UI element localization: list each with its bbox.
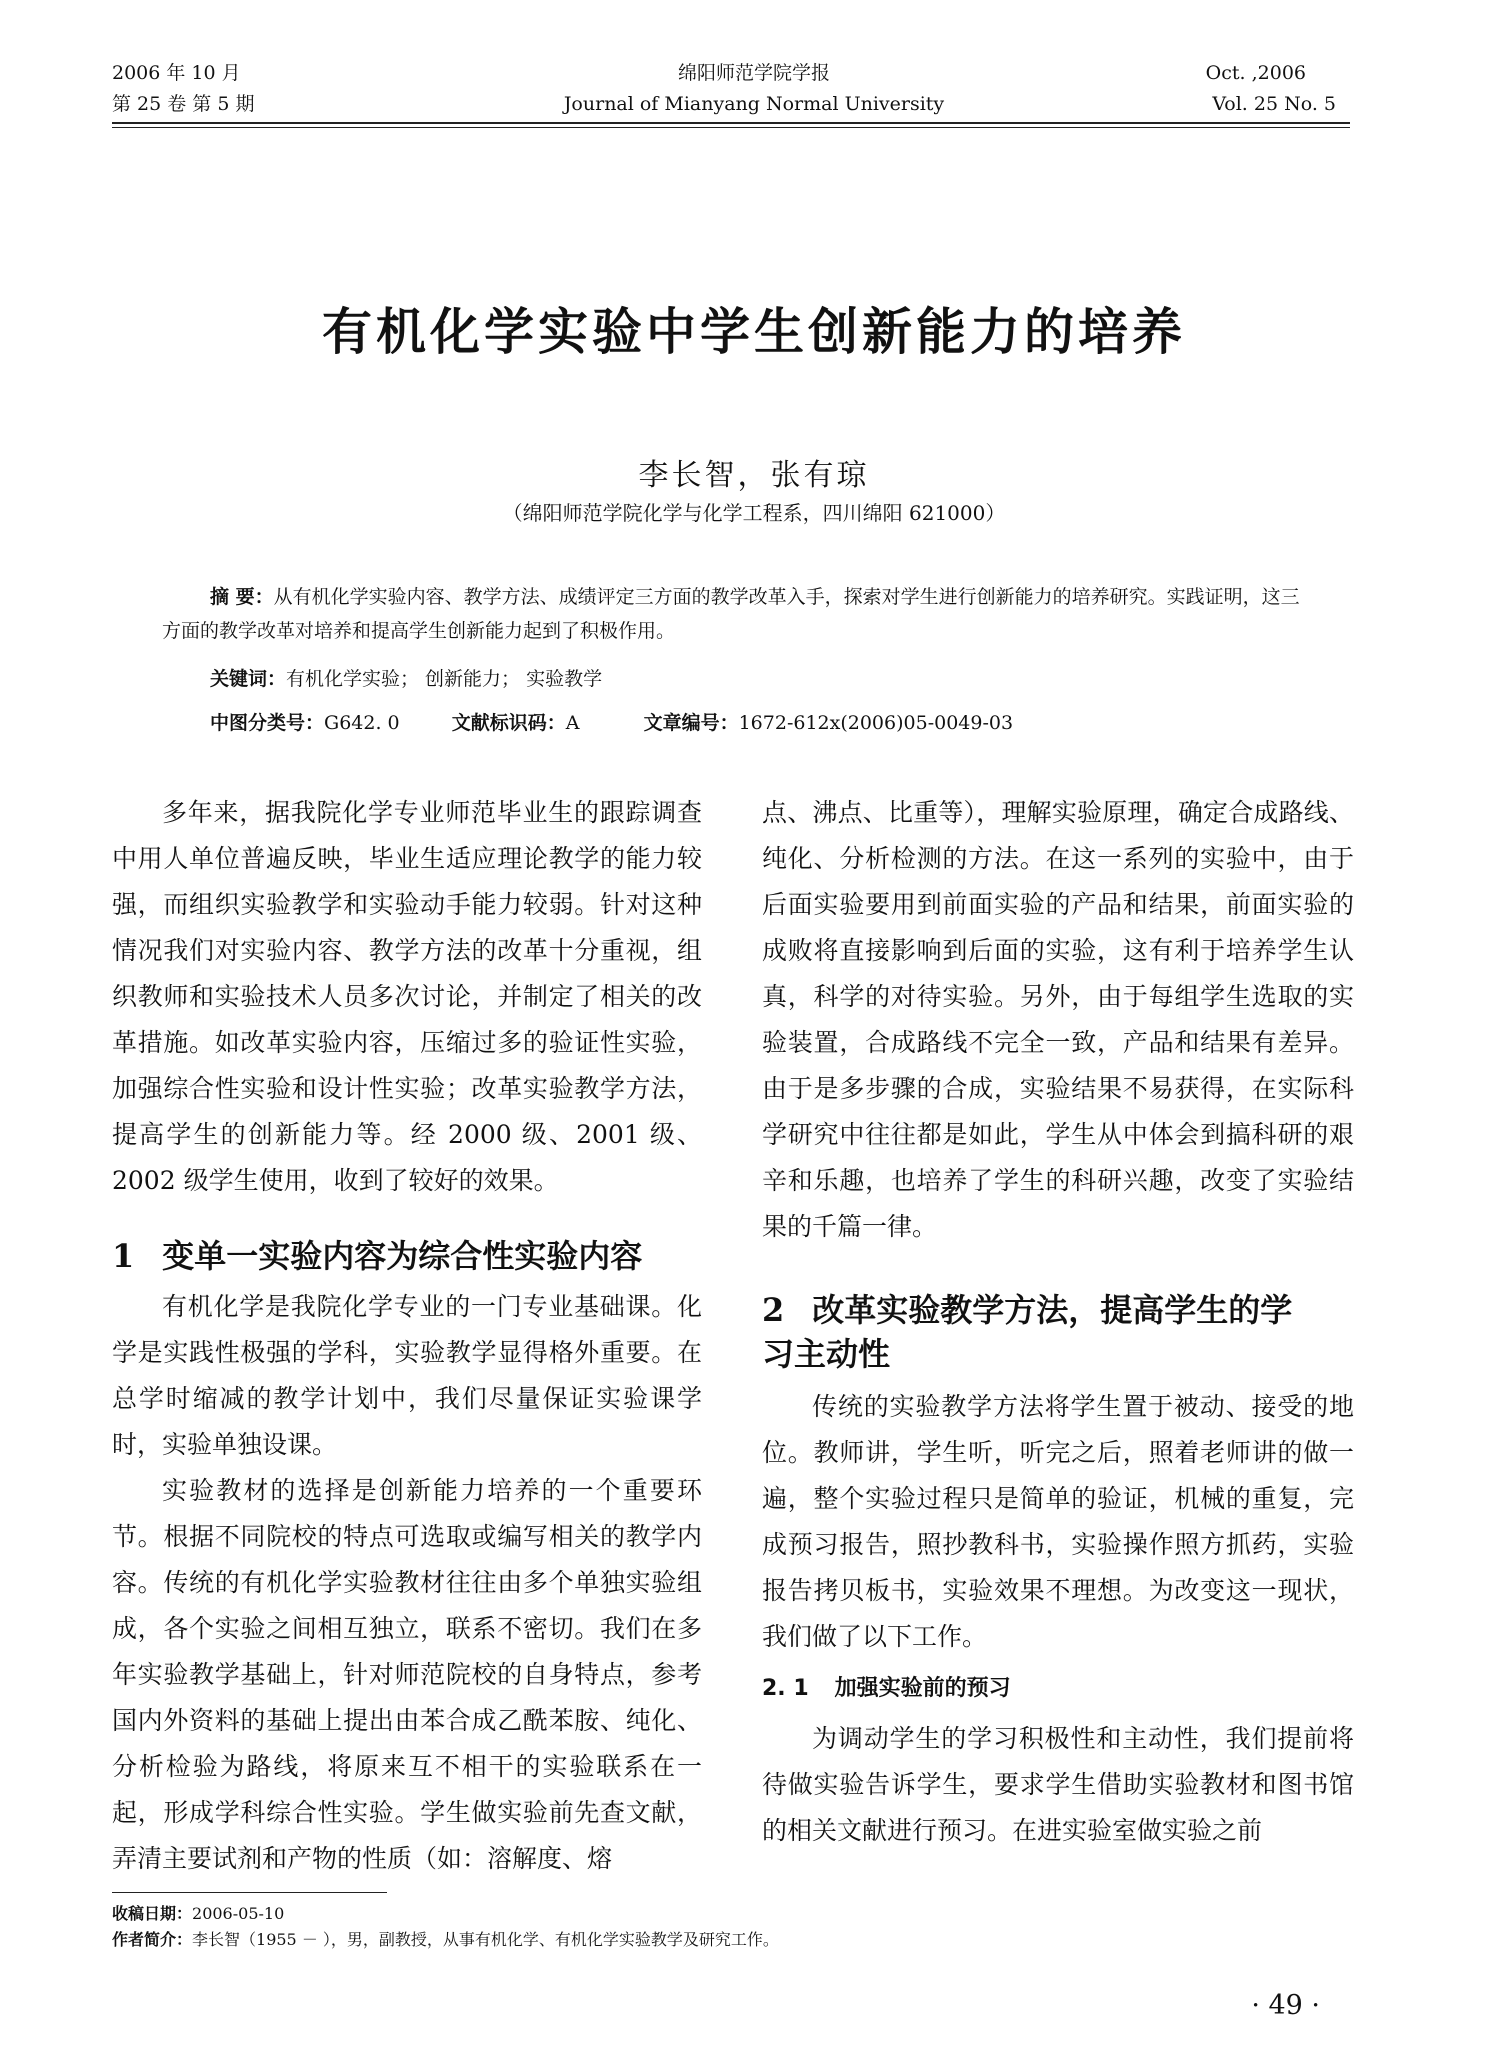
subsection-2-1-paragraph-1: 为调动学生的学习积极性和主动性，我们提前将待做实验告诉学生，要求学生借助实验教材和图书馆的相关文献进行预习。在进实验室做实验之前 [762,1724,1354,1845]
keywords-label: 关键词： [210,668,287,690]
page-number: · 49 · [1251,1990,1320,2021]
header-journal-cn: 绵阳师范学院学报 [677,62,830,84]
footnote-received [112,1901,284,1927]
header-date-cn: 2006 年 10 月 [112,62,241,84]
doc-code-label: 文献标识码： [451,712,566,734]
header-volume-cn: 第 25 卷 第 5 期 [112,93,255,115]
keywords-text: 有机化学实验； 创新能力； 实验教学 [286,668,603,690]
header-journal-en: Journal of Mianyang Normal University [563,93,945,115]
author-bio-label: 作者简介： [112,1930,193,1949]
section-1-number: 1 [112,1237,135,1275]
header-rule [112,122,1350,124]
subsection-2-1-heading [762,1666,1354,1712]
received-value: 2006-05-10 [192,1904,285,1923]
article-no-label: 文章编号： [643,712,739,734]
keywords [210,662,1310,696]
right-column [762,790,1354,1854]
section-1-title: 变单一实验内容为综合性实验内容 [162,1237,643,1275]
article-title: 有机化学实验中学生创新能力的培养 [322,303,1186,361]
section-2-heading [762,1288,1354,1376]
header-date-en: Oct. ,2006 [1205,62,1306,84]
article-authors: 李长智，张有琼 [638,458,870,493]
subsection-2-1-number: 2. 1 [762,1676,809,1701]
header-volume-en: Vol. 25 No. 5 [1212,93,1336,115]
section-2-title-line-2: 习主动性 [762,1335,891,1373]
footnote-rule [112,1892,387,1893]
intro-paragraph: 多年来，据我院化学专业师范毕业生的跟踪调查中用人单位普遍反映，毕业生适应理论教学的能力较强，而组织实验教学和实验动手能力较弱。针对这种情况我们对实验内容、教学方法的改革十分重视，组织教师和实验技术人员多次讨论，并制定了相关的改革措施。如改革实验内容，压缩过多的验证性实验，加强综合性实验和设计性实验；改革实验教学方法，提高学生的创新能力等。经 2000 级、2001 级、2002 级学生使用，收到了较好的效果。 [112,798,702,1195]
section-1-paragraph-1: 有机化学是我院化学专业的一门专业基础课。化学是实践性极强的学科，实验教学显得格外重要。在总学时缩减的教学计划中，我们尽量保证实验课学时，实验单独设课。 [112,1292,702,1459]
received-label: 收稿日期： [112,1904,193,1923]
subsection-2-1-title: 加强实验前的预习 [834,1676,1011,1701]
abstract [162,580,1306,648]
classification-line [210,708,1013,735]
clc-label: 中图分类号： [210,712,325,734]
abstract-label: 摘 要： [210,586,274,608]
section-2-title-line-1: 改革实验教学方法，提高学生的学 [812,1291,1293,1329]
header-rule-thin [112,127,1350,128]
left-column [112,790,702,1882]
section-2-number: 2 [762,1291,785,1329]
continuation-paragraph: 点、沸点、比重等），理解实验原理，确定合成路线、纯化、分析检测的方法。在这一系列的实验中，由于后面实验要用到前面实验的产品和结果，前面实验的成败将直接影响到后面的实验，这有利于培养学生认真，科学的对待实验。另外，由于每组学生选取的实验装置，合成路线不完全一致，产品和结果有差异。由于是多步骤的合成，实验结果不易获得，在实际科学研究中往往都是如此，学生从中体会到搞科研的艰辛和乐趣，也培养了学生的科研兴趣，改变了实验结果的千篇一律。 [762,798,1354,1241]
section-2-paragraph-1: 传统的实验教学方法将学生置于被动、接受的地位。教师讲，学生听，听完之后，照着老师讲的做一遍，整个实验过程只是简单的验证，机械的重复，完成预习报告，照抄教科书，实验操作照方抓药，实验报告拷贝板书，实验效果不理想。为改变这一现状，我们做了以下工作。 [762,1392,1354,1651]
section-1-paragraph-2: 实验教材的选择是创新能力培养的一个重要环节。根据不同院校的特点可选取或编写相关的教学内容。传统的有机化学实验教材往往由多个单独实验组成，各个实验之间相互独立，联系不密切。我们在多年实验教学基础上，针对师范院校的自身特点，参考国内外资料的基础上提出由苯合成乙酰苯胺、纯化、分析检验为路线，将原来互不相干的实验联系在一起，形成学科综合性实验。学生做实验前先查文献，弄清主要试剂和产物的性质（如：溶解度、熔 [112,1476,702,1873]
article-no-value: 1672-612x(2006)05-0049-03 [738,712,1014,734]
author-bio-value: 李长智（1955 － ），男，副教授，从事有机化学、有机化学实验教学及研究工作。 [192,1930,779,1949]
clc-value: G642. 0 [324,712,400,734]
article-affiliation: （绵阳师范学院化学与化学工程系，四川绵阳 621000） [502,501,1006,525]
abstract-text: 从有机化学实验内容、教学方法、成绩评定三方面的教学改革入手，探索对学生进行创新能力的培养研究。实践证明，这三方面的教学改革对培养和提高学生创新能力起到了积极作用。 [162,586,1300,642]
section-1-heading [112,1234,702,1278]
footnote-author [112,1927,779,1953]
doc-code-value: A [565,712,580,734]
